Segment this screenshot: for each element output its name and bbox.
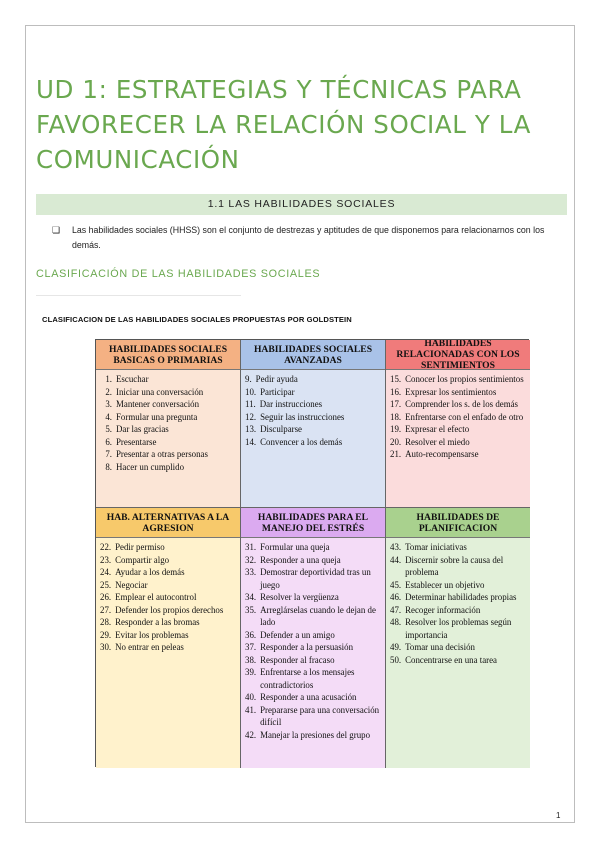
skill-number: 40. <box>245 692 257 702</box>
skill-number: 13. <box>245 424 257 434</box>
skill-text: Comprender los s. de los demás <box>405 399 518 409</box>
skill-text: Tomar una decisión <box>405 642 475 652</box>
skill-number: 2. <box>105 386 112 397</box>
skill-number: 39. <box>245 667 257 677</box>
cell-planning-skills <box>386 508 530 768</box>
skill-number: 42. <box>245 729 257 740</box>
skill-text: Determinar habilidades propias <box>405 592 517 602</box>
skill-number: 35. <box>245 604 257 615</box>
skill-item <box>245 691 383 704</box>
skill-text: Demostrar deportividad tras un juego <box>260 567 371 590</box>
skill-item <box>390 554 528 579</box>
skill-item <box>245 541 383 554</box>
cell-header: HABILIDADES SOCIALES AVANZADAS <box>241 340 385 370</box>
skill-text: Establecer un objetivo <box>405 579 485 590</box>
skill-item <box>390 616 528 641</box>
skill-number: 9. <box>245 374 252 384</box>
skill-item <box>100 616 238 629</box>
skill-item <box>245 423 383 436</box>
skill-text: Evitar los problemas <box>115 629 189 640</box>
page-title: UD 1: ESTRATEGIAS Y TÉCNICAS PARA FAVORECER LA RELACIÓN SOCIAL Y LA COMUNICACIÓN <box>36 75 531 174</box>
skill-text: Manejar la presiones del grupo <box>260 729 371 740</box>
skills-list <box>386 538 530 666</box>
skill-number: 4. <box>105 411 112 422</box>
skill-number: 17. <box>390 399 402 409</box>
skill-text: Conocer los propios sentimientos <box>405 374 524 384</box>
skill-number: 22. <box>100 542 112 552</box>
skill-text: Dar las gracias <box>116 424 169 434</box>
skill-item <box>100 591 238 604</box>
skill-item <box>390 423 528 436</box>
skill-item <box>100 461 238 474</box>
cell-basic-skills <box>96 340 241 508</box>
skill-text: Formular una pregunta <box>116 411 198 422</box>
skill-number: 30. <box>100 642 112 652</box>
skill-item <box>100 448 238 461</box>
skill-item <box>390 398 528 411</box>
skill-text: Recoger información <box>405 604 481 615</box>
skills-list <box>386 370 530 461</box>
skill-text: Hacer un cumplido <box>116 461 185 472</box>
skill-text: Responder a las bromas <box>115 617 200 627</box>
skill-item <box>390 579 528 592</box>
skill-number: 28. <box>100 617 112 627</box>
figure-caption: CLASIFICACION DE LAS HABILIDADES SOCIALES PROPUESTAS POR GOLDSTEIN <box>42 315 352 324</box>
skill-item <box>390 604 528 617</box>
skill-item <box>245 604 383 629</box>
skill-text: Enfrentarse con el enfado de otro <box>405 411 524 422</box>
skill-text: Enfrentarse a los mensajes contradictorios <box>260 667 355 690</box>
skills-list <box>96 370 240 473</box>
skill-number: 6. <box>105 436 112 447</box>
skill-item <box>245 436 383 449</box>
skill-number: 34. <box>245 592 257 602</box>
skill-item <box>390 541 528 554</box>
flag-bullet-icon: ❏ <box>52 225 61 235</box>
skill-item <box>245 704 383 729</box>
skill-text: Expresar el efecto <box>405 424 470 434</box>
skill-text: Dar instrucciones <box>259 399 323 409</box>
cell-aggression-alternatives <box>96 508 241 768</box>
skill-text: Compartir algo <box>115 554 170 565</box>
skill-text: Iniciar una conversación <box>116 386 204 397</box>
skill-number: 23. <box>100 554 112 565</box>
skill-text: Ayudar a los demás <box>115 567 185 577</box>
skill-text: Escuchar <box>116 374 149 384</box>
cell-feelings-skills <box>386 340 530 508</box>
skill-item <box>100 436 238 449</box>
skill-item <box>390 641 528 654</box>
cell-header: HAB. ALTERNATIVAS A LA AGRESION <box>96 508 240 538</box>
skill-number: 33. <box>245 567 257 577</box>
skill-number: 25. <box>100 579 112 590</box>
skill-item <box>100 541 238 554</box>
skill-text: Concentrarse en una tarea <box>405 654 497 665</box>
skill-text: Discernir sobre la causa del problema <box>405 554 504 577</box>
skill-number: 38. <box>245 654 257 665</box>
skill-text: Participar <box>260 386 295 397</box>
subheading: CLASIFICACIÓN DE LAS HABILIDADES SOCIALES <box>36 268 321 280</box>
skill-number: 26. <box>100 592 112 602</box>
skill-number: 50. <box>390 654 402 665</box>
skill-text: Pedir permiso <box>115 542 165 552</box>
skill-text: Negociar <box>115 579 148 590</box>
cell-stress-skills <box>241 508 386 768</box>
skill-number: 49. <box>390 642 402 652</box>
skill-item <box>245 386 383 399</box>
skill-text: Responder a la persuasión <box>260 642 354 652</box>
skills-list <box>96 538 240 654</box>
skill-item <box>100 579 238 592</box>
skill-item <box>245 398 383 411</box>
skill-text: Presentarse <box>116 436 157 447</box>
skill-text: Responder a una queja <box>260 554 341 565</box>
skill-number: 5. <box>105 424 112 434</box>
skill-item <box>390 448 528 461</box>
skill-item <box>100 373 238 386</box>
skill-number: 44. <box>390 554 402 565</box>
definition-bullet <box>52 223 567 252</box>
skill-item <box>390 591 528 604</box>
skill-text: Mantener conversación <box>116 399 200 409</box>
skill-item <box>245 566 383 591</box>
skill-item <box>100 398 238 411</box>
skill-item <box>245 641 383 654</box>
skill-number: 10. <box>245 386 257 397</box>
skill-number: 7. <box>105 449 112 459</box>
skill-item <box>100 386 238 399</box>
skill-text: Seguir las instrucciones <box>260 411 345 422</box>
skill-number: 12. <box>245 411 257 422</box>
skill-text: Defender los propios derechos <box>115 604 224 615</box>
skill-item <box>245 629 383 642</box>
skill-text: Disculparse <box>260 424 302 434</box>
skill-text: Formular una queja <box>260 542 330 552</box>
skill-text: Responder a una acusación <box>260 692 357 702</box>
skill-item <box>100 604 238 617</box>
skill-text: Convencer a los demás <box>260 436 343 447</box>
skill-number: 18. <box>390 411 402 422</box>
cell-header: HABILIDADES SOCIALES BASICAS O PRIMARIAS <box>96 340 240 370</box>
skill-item <box>100 423 238 436</box>
skill-item <box>100 641 238 654</box>
skill-text: Auto-recompensarse <box>405 449 479 459</box>
skills-list <box>241 538 385 741</box>
skill-number: 15. <box>390 374 402 384</box>
skill-text: Defender a un amigo <box>260 629 335 640</box>
skill-number: 8. <box>105 461 112 472</box>
skill-number: 14. <box>245 436 257 447</box>
cell-advanced-skills <box>241 340 386 508</box>
skill-number: 16. <box>390 386 402 397</box>
skill-number: 20. <box>390 436 402 447</box>
goldstein-skills-table <box>95 339 529 767</box>
skill-text: No entrar en peleas <box>115 642 184 652</box>
page-number: 1 <box>556 811 561 820</box>
skill-item <box>245 554 383 567</box>
skill-item <box>100 566 238 579</box>
skill-number: 27. <box>100 604 112 615</box>
skill-item <box>390 373 528 386</box>
skill-number: 48. <box>390 617 402 627</box>
skill-item <box>245 729 383 742</box>
skill-item <box>390 654 528 667</box>
skill-item <box>100 554 238 567</box>
skill-item <box>100 629 238 642</box>
skill-number: 11. <box>245 399 256 409</box>
skill-item <box>245 373 383 386</box>
skills-list <box>241 370 385 448</box>
skill-text: Tomar iniciativas <box>405 542 467 552</box>
skill-item <box>100 411 238 424</box>
skill-item <box>245 654 383 667</box>
skill-number: 19. <box>390 424 402 434</box>
skill-item <box>245 666 383 691</box>
skill-item <box>245 411 383 424</box>
skill-number: 37. <box>245 642 257 652</box>
skill-number: 21. <box>390 449 402 459</box>
skill-text: Emplear el autocontrol <box>115 592 197 602</box>
skill-number: 43. <box>390 542 402 552</box>
skill-text: Pedir ayuda <box>255 374 298 384</box>
skill-number: 31. <box>245 542 257 552</box>
skill-number: 24. <box>100 567 112 577</box>
skill-item <box>390 386 528 399</box>
skill-text: Resolver el miedo <box>405 436 470 447</box>
definition-text: Las habilidades sociales (HHSS) son el conjunto de destrezas y aptitudes de que disponemos para relacionarnos con los demás. <box>72 225 545 250</box>
skill-item <box>390 436 528 449</box>
cell-header: HABILIDADES DE PLANIFICACION <box>386 508 530 538</box>
skill-text: Expresar los sentimientos <box>405 386 497 397</box>
skill-number: 45. <box>390 579 402 590</box>
skill-text: Presentar a otras personas <box>116 449 208 459</box>
skill-text: Arreglárselas cuando le dejan de lado <box>260 604 376 627</box>
skill-number: 36. <box>245 629 257 640</box>
skill-number: 1. <box>105 374 112 384</box>
skill-text: Resolver los problemas según importancia <box>405 617 512 640</box>
skill-number: 3. <box>105 399 112 409</box>
skill-number: 47. <box>390 604 402 615</box>
skill-text: Resolver la vergüenza <box>260 592 339 602</box>
skill-text: Prepararse para una conversación difícil <box>260 704 380 727</box>
skill-item <box>390 411 528 424</box>
skill-number: 32. <box>245 554 257 565</box>
subheading-divider <box>36 295 241 296</box>
skill-text: Responder al fracaso <box>260 654 335 665</box>
cell-header: HABILIDADES RELACIONADAS CON LOS SENTIMIENTOS <box>386 340 530 370</box>
cell-header: HABILIDADES PARA EL MANEJO DEL ESTRÉS <box>241 508 385 538</box>
section-heading: 1.1 LAS HABILIDADES SOCIALES <box>36 194 567 215</box>
skill-item <box>245 591 383 604</box>
skill-number: 29. <box>100 629 112 640</box>
skill-number: 41. <box>245 704 257 715</box>
skill-number: 46. <box>390 592 402 602</box>
